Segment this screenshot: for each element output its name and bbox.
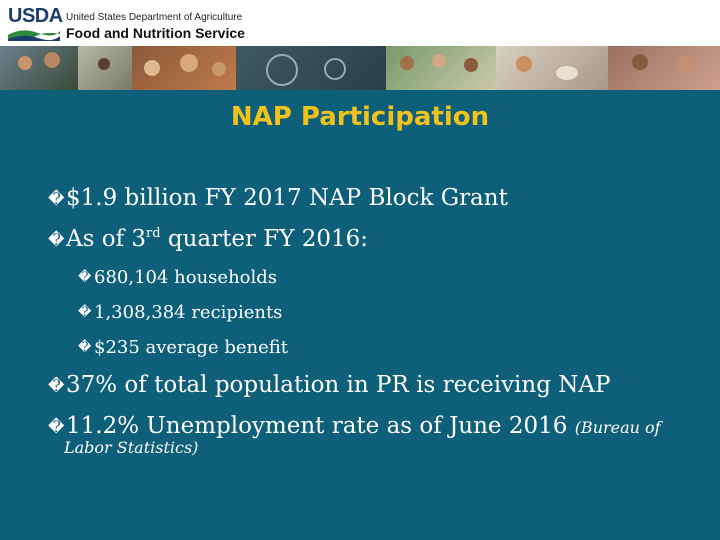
bullet-quarter bbox=[48, 219, 708, 260]
photo-students bbox=[386, 46, 496, 90]
missing-glyph-bullet-icon: � bbox=[48, 417, 65, 436]
bullet-list bbox=[48, 178, 708, 448]
usda-hills-icon bbox=[8, 27, 60, 41]
sub-bullet-text: $235 average benefit bbox=[94, 337, 288, 358]
missing-glyph-bullet-icon: � bbox=[78, 340, 92, 355]
source-note-end: Labor Statistics) bbox=[64, 438, 199, 457]
missing-glyph-bullet-icon: � bbox=[78, 305, 92, 320]
usda-logo-text: USDA bbox=[8, 5, 63, 27]
missing-glyph-bullet-icon: � bbox=[48, 189, 65, 208]
bullet-text: 37% of total population in PR is receiving NAP bbox=[66, 372, 611, 398]
usda-logo bbox=[8, 5, 63, 41]
sub-bullet-recipients bbox=[48, 295, 708, 330]
slide-title: NAP Participation bbox=[230, 102, 490, 132]
photo-stairs bbox=[78, 46, 132, 90]
photo-children bbox=[132, 46, 236, 90]
sub-bullet-households bbox=[48, 260, 708, 295]
bullet-text-prefix: As of 3 bbox=[66, 226, 147, 252]
missing-glyph-bullet-icon: � bbox=[48, 376, 65, 395]
sub-bullet-benefit bbox=[48, 330, 708, 365]
photo-strip bbox=[0, 46, 720, 90]
source-note-start: (Bureau of bbox=[574, 418, 661, 437]
missing-glyph-bullet-icon: � bbox=[48, 230, 65, 249]
photo-family bbox=[0, 46, 78, 90]
bullet-block-grant bbox=[48, 178, 708, 219]
sub-bullet-text: 680,104 households bbox=[94, 267, 278, 288]
agency-name: Food and Nutrition Service bbox=[66, 25, 245, 41]
ordinal-superscript: rd bbox=[146, 226, 161, 241]
header-banner bbox=[0, 0, 720, 46]
photo-place-setting bbox=[236, 46, 386, 90]
photo-shoppers bbox=[608, 46, 720, 90]
bullet-text: $1.9 billion FY 2017 NAP Block Grant bbox=[66, 185, 508, 211]
photo-meal bbox=[496, 46, 608, 90]
agency-department: United States Department of Agriculture bbox=[66, 12, 243, 23]
sub-bullet-text: 1,308,384 recipients bbox=[94, 302, 283, 323]
bullet-population bbox=[48, 365, 708, 406]
missing-glyph-bullet-icon: � bbox=[78, 270, 92, 285]
bullet-text: 11.2% Unemployment rate as of June 2016 bbox=[66, 413, 575, 439]
bullet-text-suffix: quarter FY 2016: bbox=[160, 226, 369, 252]
